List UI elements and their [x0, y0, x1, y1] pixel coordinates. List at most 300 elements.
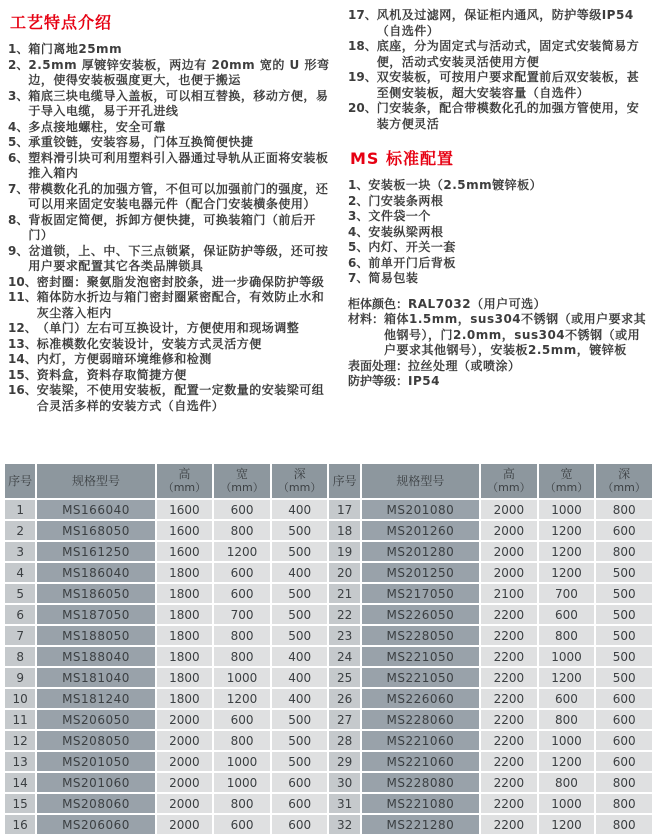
- list-item: [8, 321, 332, 337]
- cell-index: 13: [5, 752, 35, 771]
- cell-width: 800: [214, 521, 270, 540]
- item-text: 箱门离地25mm: [28, 42, 123, 56]
- cell-model: MS221080: [362, 794, 479, 813]
- cell-width: 1000: [539, 647, 595, 666]
- cell-model: MS206060: [37, 815, 154, 834]
- table-row: [5, 542, 652, 561]
- list-item: [8, 151, 332, 182]
- cell-model: MS221060: [362, 731, 479, 750]
- cell-model: MS181240: [37, 689, 154, 708]
- list-item: [8, 120, 332, 136]
- cell-index: 27: [329, 710, 359, 729]
- cell-depth: 600: [272, 794, 328, 813]
- cell-depth: 600: [596, 731, 652, 750]
- item-number: 15、: [8, 367, 37, 382]
- cell-index: 2: [5, 521, 35, 540]
- cell-model: MS181040: [37, 668, 154, 687]
- cell-height: 1600: [157, 521, 213, 540]
- cell-index: 15: [5, 794, 35, 813]
- list-item: [8, 58, 332, 89]
- list-item: [8, 89, 332, 120]
- cell-height: 1800: [157, 668, 213, 687]
- cell-width: 800: [539, 773, 595, 792]
- cell-depth: 500: [272, 521, 328, 540]
- table-row: [5, 500, 652, 519]
- table-row: [5, 752, 652, 771]
- cell-width: 1200: [214, 689, 270, 708]
- item-number: 4、: [8, 119, 29, 134]
- table-row: [5, 668, 652, 687]
- cell-model: MS188050: [37, 626, 154, 645]
- cell-depth: 500: [272, 584, 328, 603]
- cell-depth: 400: [272, 647, 328, 666]
- cell-index: 25: [329, 668, 359, 687]
- cell-width: 800: [214, 647, 270, 666]
- cell-width: 800: [214, 794, 270, 813]
- table-row: [5, 794, 652, 813]
- cell-height: 1600: [157, 500, 213, 519]
- col-header-height: [157, 464, 213, 498]
- cell-height: 1800: [157, 647, 213, 666]
- item-text: 资料盒，资料存取简捷方便: [36, 367, 187, 382]
- table-row: [5, 815, 652, 834]
- cell-model: MS217050: [362, 584, 479, 603]
- col-header-index: 序号: [5, 464, 35, 498]
- item-text: 箱底三块电缆导入盖板，可以相互替换，移动方便，易于导入电缆，易于开孔进线: [28, 88, 329, 118]
- cell-height: 2200: [481, 710, 537, 729]
- cell-width: 1200: [539, 542, 595, 561]
- cell-width: 1000: [539, 500, 595, 519]
- dim-label: 高: [178, 467, 191, 481]
- list-item: [348, 194, 651, 210]
- spec-text: 箱体1.5mm，sus304不锈钢（或用户要求其他钢号），门2.0mm，sus304不锈钢（或用户要求其他钢号），安装板2.5mm，镀锌板: [384, 312, 647, 357]
- cell-model: MS201060: [37, 773, 154, 792]
- spec-line: [348, 297, 651, 313]
- item-number: 5、: [8, 135, 29, 149]
- cell-height: 2200: [481, 605, 537, 624]
- item-text: 安装板一块（2.5mm镀锌板）: [368, 178, 543, 192]
- cell-height: 1800: [157, 584, 213, 603]
- cell-height: 2200: [481, 815, 537, 834]
- item-number: 16、: [8, 383, 37, 397]
- cell-height: 2200: [481, 752, 537, 771]
- cell-depth: 500: [596, 647, 652, 666]
- col-header-model: 规格型号: [37, 464, 154, 498]
- dim-unit: （mm）: [544, 481, 589, 494]
- spec-label: 材料：: [348, 312, 385, 326]
- cell-index: 24: [329, 647, 359, 666]
- cell-depth: 600: [596, 689, 652, 708]
- cell-depth: 800: [596, 500, 652, 519]
- item-text: 文件袋一个: [368, 209, 431, 223]
- dim-label: 高: [502, 467, 515, 481]
- table-row: [5, 689, 652, 708]
- item-text: 标准模数化安装设计，安装方式灵活方便: [36, 336, 262, 351]
- cell-width: 1200: [539, 752, 595, 771]
- cell-depth: 500: [272, 731, 328, 750]
- item-number: 3、: [8, 88, 29, 103]
- cell-index: 30: [329, 773, 359, 792]
- list-item: [348, 101, 651, 132]
- cell-index: 9: [5, 668, 35, 687]
- item-number: 12、: [8, 321, 37, 335]
- cell-model: MS186040: [37, 563, 154, 582]
- cell-model: MS221060: [362, 752, 479, 771]
- dim-label: 深: [293, 467, 306, 481]
- dim-unit: （mm）: [220, 481, 264, 494]
- cell-width: 1000: [539, 794, 595, 813]
- cell-index: 7: [5, 626, 35, 645]
- cell-depth: 500: [272, 626, 328, 645]
- list-item: [348, 271, 651, 287]
- cell-index: 12: [5, 731, 35, 750]
- list-item: [8, 182, 332, 213]
- cell-model: MS186050: [37, 584, 154, 603]
- table-row: [5, 563, 652, 582]
- cell-height: 1800: [157, 626, 213, 645]
- item-number: 18、: [348, 39, 377, 53]
- cell-height: 2200: [481, 773, 537, 792]
- item-text: 内灯，方便弱暗环境维修和检测: [36, 352, 212, 366]
- table-row: [5, 710, 652, 729]
- cell-width: 700: [539, 584, 595, 603]
- spec-line: [348, 374, 651, 390]
- cell-model: MS221050: [362, 647, 479, 666]
- cell-depth: 500: [596, 626, 652, 645]
- cell-height: 1800: [157, 605, 213, 624]
- spec-label: 柜体颜色：: [348, 296, 409, 311]
- cell-index: 19: [329, 542, 359, 561]
- list-item: [348, 209, 651, 225]
- list-item: [8, 352, 332, 368]
- list-item: [8, 244, 332, 275]
- cell-height: 2000: [157, 731, 213, 750]
- item-text: 岔道锁，上、中、下三点锁紧，保证防护等级，还可按用户要求配置其它各类品牌锁具: [28, 243, 329, 273]
- item-number: 17、: [348, 8, 377, 22]
- cell-depth: 800: [596, 815, 652, 834]
- list-item: [8, 290, 332, 321]
- item-text: 简易包装: [368, 271, 419, 285]
- item-number: 8、: [8, 212, 29, 227]
- item-number: 4、: [348, 224, 369, 239]
- spec-text: RAL7032（用户可选）: [408, 296, 547, 311]
- cell-width: 600: [539, 605, 595, 624]
- cell-index: 17: [329, 500, 359, 519]
- standard-config-list: [348, 178, 651, 287]
- list-item: [348, 225, 651, 241]
- list-item: [8, 337, 332, 353]
- cell-model: MS201080: [362, 500, 479, 519]
- item-text: 安装纵梁两根: [368, 224, 444, 239]
- cell-height: 2100: [481, 584, 537, 603]
- item-text: 前单开门后背板: [368, 255, 456, 270]
- cell-width: 1000: [214, 752, 270, 771]
- item-text: 底座，分为固定式与活动式，固定式安装简易方便，活动式安装灵活使用方便: [376, 39, 640, 69]
- list-item: [348, 240, 651, 256]
- cell-model: MS201250: [362, 563, 479, 582]
- cell-index: 29: [329, 752, 359, 771]
- cell-index: 5: [5, 584, 35, 603]
- cell-width: 600: [214, 815, 270, 834]
- list-item: [8, 213, 332, 244]
- item-number: 20、: [348, 101, 377, 115]
- list-item: [348, 39, 651, 70]
- list-item: [8, 383, 332, 414]
- cell-height: 2000: [481, 521, 537, 540]
- cell-index: 32: [329, 815, 359, 834]
- cell-index: 23: [329, 626, 359, 645]
- item-text: 内灯、开关一套: [368, 240, 456, 254]
- cell-index: 16: [5, 815, 35, 834]
- item-number: 11、: [8, 290, 37, 304]
- cell-depth: 500: [596, 584, 652, 603]
- cell-height: 2000: [157, 773, 213, 792]
- item-text: 门安装条，配合带模数化孔的加强方管使用，安装方便灵活: [376, 101, 640, 131]
- cell-depth: 600: [596, 710, 652, 729]
- table-header-row: [5, 464, 652, 498]
- item-number: 19、: [348, 70, 377, 84]
- col-header-height: [481, 464, 537, 498]
- cell-model: MS187050: [37, 605, 154, 624]
- table-row: [5, 605, 652, 624]
- cell-depth: 400: [272, 563, 328, 582]
- cell-width: 800: [539, 710, 595, 729]
- col-header-index: 序号: [329, 464, 359, 498]
- cell-height: 2200: [481, 647, 537, 666]
- cell-depth: 400: [272, 500, 328, 519]
- item-number: 6、: [8, 150, 29, 165]
- item-number: 10、: [8, 274, 37, 289]
- cell-width: 1000: [214, 773, 270, 792]
- item-number: 1、: [8, 42, 29, 56]
- spec-table-section: [0, 456, 657, 834]
- spec-lines: [348, 297, 651, 390]
- cell-index: 18: [329, 521, 359, 540]
- cell-model: MS221280: [362, 815, 479, 834]
- spec-label: 表面处理：: [348, 358, 409, 373]
- cell-height: 1800: [157, 689, 213, 708]
- spec-label: 防护等级：: [348, 374, 409, 388]
- cell-height: 2000: [481, 542, 537, 561]
- dim-label: 宽: [560, 467, 573, 481]
- cell-model: MS228080: [362, 773, 479, 792]
- cell-height: 2200: [481, 731, 537, 750]
- item-text: 双安装板，可按用户要求配置前后双安装板，甚至侧安装板，超大安装容量（自选件）: [376, 70, 640, 100]
- cell-depth: 400: [272, 689, 328, 708]
- cell-height: 2000: [157, 710, 213, 729]
- cell-depth: 500: [596, 668, 652, 687]
- cell-depth: 600: [596, 521, 652, 540]
- item-number: 14、: [8, 352, 37, 366]
- cell-height: 2000: [157, 815, 213, 834]
- item-number: 7、: [8, 181, 29, 196]
- cell-depth: 500: [596, 605, 652, 624]
- dim-unit: （mm）: [277, 481, 322, 494]
- cell-width: 1200: [539, 521, 595, 540]
- table-row: [5, 731, 652, 750]
- features-title: 工艺特点介绍: [10, 13, 113, 32]
- table-row: [5, 584, 652, 603]
- cell-index: 3: [5, 542, 35, 561]
- item-number: 7、: [348, 271, 369, 285]
- item-number: 3、: [348, 209, 369, 223]
- col-header-depth: [596, 464, 652, 498]
- cell-width: 600: [214, 563, 270, 582]
- item-text: 塑料滑引块可利用塑料引入器通过导轨从正面将安装板推入箱内: [28, 150, 329, 180]
- item-text: 多点接地螺柱，安全可靠: [28, 119, 166, 134]
- cell-width: 1000: [539, 731, 595, 750]
- cell-depth: 600: [596, 752, 652, 771]
- cell-width: 800: [214, 731, 270, 750]
- cell-model: MS201050: [37, 752, 154, 771]
- cell-model: MS228050: [362, 626, 479, 645]
- cell-depth: 400: [272, 668, 328, 687]
- item-text: 密封圈：聚氨脂发泡密封胶条，进一步确保防护等级: [36, 274, 325, 289]
- cell-height: 2200: [481, 689, 537, 708]
- item-text: （单门）左右可互换设计，方便使用和现场调整: [36, 321, 300, 335]
- feature-list-left: [8, 42, 332, 414]
- cell-model: MS208050: [37, 731, 154, 750]
- list-item: [8, 42, 332, 58]
- cell-width: 800: [539, 626, 595, 645]
- item-text: 承重铰链，安装容易，门体互换简便快捷: [28, 135, 254, 149]
- spec-line: [348, 312, 651, 359]
- cell-model: MS228060: [362, 710, 479, 729]
- dim-unit: （mm）: [487, 481, 531, 494]
- cell-model: MS201280: [362, 542, 479, 561]
- item-text: 带模数化孔的加强方管，不但可以加强前门的强度，还可以用来固定安装电器元件（配合门安装横条使用）: [28, 181, 329, 211]
- spec-text: IP54: [408, 374, 440, 388]
- cell-model: MS188040: [37, 647, 154, 666]
- cell-width: 600: [214, 500, 270, 519]
- cell-index: 31: [329, 794, 359, 813]
- cell-index: 1: [5, 500, 35, 519]
- cell-width: 700: [214, 605, 270, 624]
- list-item: [348, 70, 651, 101]
- cell-depth: 500: [272, 752, 328, 771]
- cell-model: MS221050: [362, 668, 479, 687]
- cell-depth: 500: [272, 542, 328, 561]
- cell-depth: 800: [596, 773, 652, 792]
- item-number: 2、: [8, 57, 29, 72]
- cell-model: MS226050: [362, 605, 479, 624]
- cell-height: 2000: [481, 563, 537, 582]
- table-row: [5, 773, 652, 792]
- cell-model: MS208060: [37, 794, 154, 813]
- spec-table: [3, 462, 654, 834]
- cell-height: 2200: [481, 794, 537, 813]
- cell-width: 600: [214, 710, 270, 729]
- feature-list-continued: [348, 8, 651, 132]
- cell-depth: 500: [272, 605, 328, 624]
- item-text: 风机及过滤网，保证柜内通风，防护等级IP54（自选件）: [376, 8, 634, 38]
- cell-model: MS166040: [37, 500, 154, 519]
- cell-index: 26: [329, 689, 359, 708]
- item-text: 2.5mm 厚镀锌安装板，两边有 20mm 宽的 U 形弯边，使得安装板强度更大，也便于搬运: [28, 57, 330, 87]
- item-number: 1、: [348, 178, 369, 192]
- cell-index: 20: [329, 563, 359, 582]
- cell-height: 2200: [481, 668, 537, 687]
- cell-width: 800: [214, 626, 270, 645]
- cell-model: MS226060: [362, 689, 479, 708]
- standard-config-title: MS 标准配置: [350, 149, 455, 168]
- cell-width: 1200: [539, 668, 595, 687]
- list-item: [8, 135, 332, 151]
- table-row: [5, 521, 652, 540]
- item-text: 安装梁，不使用安装板，配置一定数量的安装梁可组合灵活多样的安装方式（自选件）: [36, 383, 325, 413]
- cell-model: MS168050: [37, 521, 154, 540]
- col-header-model: 规格型号: [362, 464, 479, 498]
- spec-text: 拉丝处理（或喷涂）: [408, 358, 521, 373]
- cell-height: 2000: [481, 500, 537, 519]
- cell-depth: 600: [272, 773, 328, 792]
- cell-model: MS201260: [362, 521, 479, 540]
- cell-index: 14: [5, 773, 35, 792]
- cell-index: 28: [329, 731, 359, 750]
- dim-label: 宽: [236, 467, 249, 481]
- cell-model: MS161250: [37, 542, 154, 561]
- cell-width: 1200: [539, 815, 595, 834]
- cell-index: 11: [5, 710, 35, 729]
- cell-height: 1600: [157, 542, 213, 561]
- spec-line: [348, 359, 651, 375]
- cell-index: 10: [5, 689, 35, 708]
- col-header-width: [214, 464, 270, 498]
- cell-index: 4: [5, 563, 35, 582]
- cell-depth: 600: [272, 815, 328, 834]
- list-item: [348, 256, 651, 272]
- dim-unit: （mm）: [162, 481, 207, 494]
- item-number: 6、: [348, 255, 369, 270]
- cell-index: 8: [5, 647, 35, 666]
- cell-height: 1800: [157, 563, 213, 582]
- item-text: 箱体防水折边与箱门密封圈紧密配合，有效防止水和灰尘落入柜内: [36, 290, 325, 320]
- item-number: 5、: [348, 240, 369, 254]
- item-number: 2、: [348, 193, 369, 208]
- item-text: 门安装条两根: [368, 193, 444, 208]
- cell-index: 21: [329, 584, 359, 603]
- list-item: [348, 8, 651, 39]
- cell-depth: 800: [596, 542, 652, 561]
- cell-width: 1000: [214, 668, 270, 687]
- cell-model: MS206050: [37, 710, 154, 729]
- list-item: [348, 178, 651, 194]
- cell-depth: 500: [596, 563, 652, 582]
- col-header-depth: [272, 464, 328, 498]
- cell-index: 22: [329, 605, 359, 624]
- cell-height: 2200: [481, 626, 537, 645]
- cell-width: 600: [214, 584, 270, 603]
- list-item: [8, 275, 332, 291]
- table-row: [5, 647, 652, 666]
- col-header-width: [539, 464, 595, 498]
- item-number: 13、: [8, 336, 37, 351]
- dim-unit: （mm）: [602, 481, 646, 494]
- cell-width: 1200: [539, 563, 595, 582]
- config-column: [348, 8, 651, 456]
- features-column: [8, 8, 332, 456]
- table-row: [5, 626, 652, 645]
- cell-width: 1200: [214, 542, 270, 561]
- dim-label: 深: [618, 467, 631, 481]
- cell-height: 2000: [157, 752, 213, 771]
- list-item: [8, 368, 332, 384]
- cell-height: 2000: [157, 794, 213, 813]
- cell-index: 6: [5, 605, 35, 624]
- cell-depth: 800: [596, 794, 652, 813]
- cell-depth: 500: [272, 710, 328, 729]
- cell-width: 600: [539, 689, 595, 708]
